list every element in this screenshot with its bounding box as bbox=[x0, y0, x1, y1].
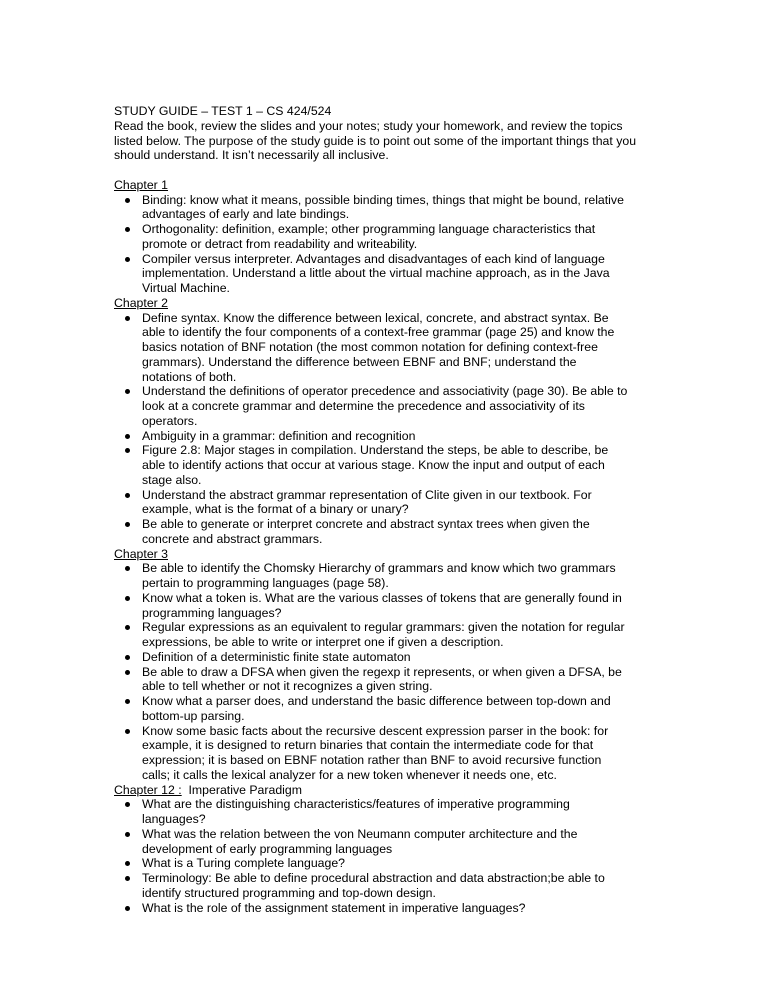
topic-item bbox=[114, 591, 684, 621]
topic-text: Terminology: Be able to define procedural abstraction and data abstraction;be able to identify structured programming and top-down design. bbox=[142, 871, 605, 900]
bullet-icon bbox=[125, 655, 130, 660]
chapter-subtitle: Imperative Paradigm bbox=[181, 782, 302, 797]
topic-text: Define syntax. Know the difference between lexical, concrete, and abstract syntax. Be able to identify the four components of a context-free grammar (page 25) and know the basics notation of BNF notation (the most common notation for defining context-free grammars). Understand the difference between EBNF and BNF; understand the notations of both. bbox=[142, 310, 615, 384]
topic-item bbox=[114, 443, 684, 487]
topic-text: What is the role of the assignment statement in imperative languages? bbox=[142, 900, 526, 915]
topic-list bbox=[114, 311, 684, 547]
topic-text: Understand the definitions of operator precedence and associativity (page 30). Be able to look at a concrete grammar and determine the precedence and associativity of its operators. bbox=[142, 384, 628, 428]
bullet-icon bbox=[125, 832, 130, 837]
topic-text: Be able to identify the Chomsky Hierarchy of grammars and know which two grammars pertain to programming languages (page 58). bbox=[142, 561, 616, 590]
bullet-icon bbox=[125, 448, 130, 453]
bullet-icon bbox=[125, 522, 130, 527]
topic-item bbox=[114, 311, 684, 385]
bullet-icon bbox=[125, 670, 130, 675]
document-title: STUDY GUIDE – TEST 1 – CS 424/524 bbox=[114, 104, 332, 118]
topic-item bbox=[114, 856, 684, 871]
bullet-icon bbox=[125, 596, 130, 601]
bullet-icon bbox=[125, 316, 130, 321]
topic-text: Understand the abstract grammar representation of Clite given in our textbook. For example, what is the format of a binary or unary? bbox=[142, 487, 592, 517]
topic-text: Know what a token is. What are the various classes of tokens that are generally found in programming languages? bbox=[142, 590, 622, 620]
topic-item bbox=[114, 384, 684, 428]
chapter-heading bbox=[114, 783, 684, 798]
chapter-title: Chapter 12 : bbox=[114, 782, 182, 797]
topic-list bbox=[114, 797, 684, 915]
topic-text: Regular expressions as an equivalent to regular grammars: given the notation for regular expressions, be able to write or interpret one if given a description. bbox=[142, 620, 625, 649]
intro-line: listed below. The purpose of the study guide is to point out some of the important things that you bbox=[114, 133, 637, 148]
topic-text: What are the distinguishing characteristics/features of imperative programming languages? bbox=[142, 797, 570, 826]
topic-item bbox=[114, 222, 684, 252]
bullet-icon bbox=[125, 625, 130, 630]
topic-item bbox=[114, 193, 684, 223]
bullet-icon bbox=[125, 434, 130, 439]
intro-line: should understand. It isn’t necessarily all inclusive. bbox=[114, 148, 389, 163]
document-page bbox=[114, 104, 684, 915]
topic-item bbox=[114, 517, 684, 547]
topic-item bbox=[114, 665, 684, 695]
intro-line: Read the book, review the slides and your notes; study your homework, and review the topics bbox=[114, 118, 623, 133]
topic-item bbox=[114, 827, 684, 857]
topic-text: Know what a parser does, and understand the basic difference between top-down and bottom-up parsing. bbox=[142, 694, 611, 723]
chapter-title: Chapter 3 bbox=[114, 546, 169, 561]
bullet-icon bbox=[125, 876, 130, 881]
topic-text: Be able to generate or interpret concrete and abstract syntax trees when given the concrete and abstract grammars. bbox=[142, 517, 590, 546]
topic-text: Figure 2.8: Major stages in compilation. Understand the steps, be able to describe, be able to identify actions that occur at various stage. Know the input and output of each stage also. bbox=[142, 443, 609, 487]
topic-item bbox=[114, 871, 684, 901]
bullet-icon bbox=[125, 566, 130, 571]
topic-list bbox=[114, 561, 684, 782]
chapter-heading bbox=[114, 178, 684, 193]
topic-text: Ambiguity in a grammar: definition and recognition bbox=[142, 428, 416, 443]
bullet-icon bbox=[125, 493, 130, 498]
chapter-list bbox=[114, 178, 684, 916]
bullet-icon bbox=[125, 257, 130, 262]
topic-item bbox=[114, 797, 684, 827]
topic-text: Be able to draw a DFSA when given the regexp it represents, or when given a DFSA, be able to tell whether or not it recognizes a given string. bbox=[142, 664, 622, 694]
topic-text: What was the relation between the von Neumann computer architecture and the development of early programming languages bbox=[142, 826, 578, 856]
topic-text: Orthogonality: definition, example; other programming language characteristics that promote or detract from readability and writeability. bbox=[142, 222, 596, 251]
chapter-title: Chapter 2 bbox=[114, 295, 169, 310]
topic-list bbox=[114, 193, 684, 296]
topic-item bbox=[114, 901, 684, 916]
bullet-icon bbox=[125, 227, 130, 232]
bullet-icon bbox=[125, 861, 130, 866]
topic-text: Compiler versus interpreter. Advantages and disadvantages of each kind of language implementation. Understand a little about the virtual machine approach, as in the Java Virtual Machine. bbox=[142, 251, 610, 295]
bullet-icon bbox=[125, 906, 130, 911]
bullet-icon bbox=[125, 198, 130, 203]
topic-text: Know some basic facts about the recursive descent expression parser in the book: for example, it is designed to return binaries that contain the intermediate code for that expression; it is based on EBNF notation rather than BNF to avoid recursive function calls; it calls the lexical analyzer for a new token whenever it needs one, etc. bbox=[142, 723, 609, 782]
topic-text: What is a Turing complete language? bbox=[142, 856, 346, 871]
topic-item bbox=[114, 650, 684, 665]
topic-item bbox=[114, 252, 684, 296]
bullet-icon bbox=[125, 802, 130, 807]
topic-item bbox=[114, 620, 684, 650]
topic-text: Binding: know what it means, possible binding times, things that might be bound, relative advantages of early and late bindings. bbox=[142, 192, 624, 222]
chapter-title: Chapter 1 bbox=[114, 177, 169, 192]
topic-item bbox=[114, 429, 684, 444]
chapter-heading bbox=[114, 296, 684, 311]
chapter-heading bbox=[114, 547, 684, 562]
bullet-icon bbox=[125, 729, 130, 734]
bullet-icon bbox=[125, 389, 130, 394]
topic-item bbox=[114, 724, 684, 783]
blank-line bbox=[114, 163, 684, 178]
topic-item bbox=[114, 694, 684, 724]
topic-text: Definition of a deterministic finite state automaton bbox=[142, 649, 411, 664]
topic-item bbox=[114, 488, 684, 518]
topic-item bbox=[114, 561, 684, 591]
bullet-icon bbox=[125, 699, 130, 704]
